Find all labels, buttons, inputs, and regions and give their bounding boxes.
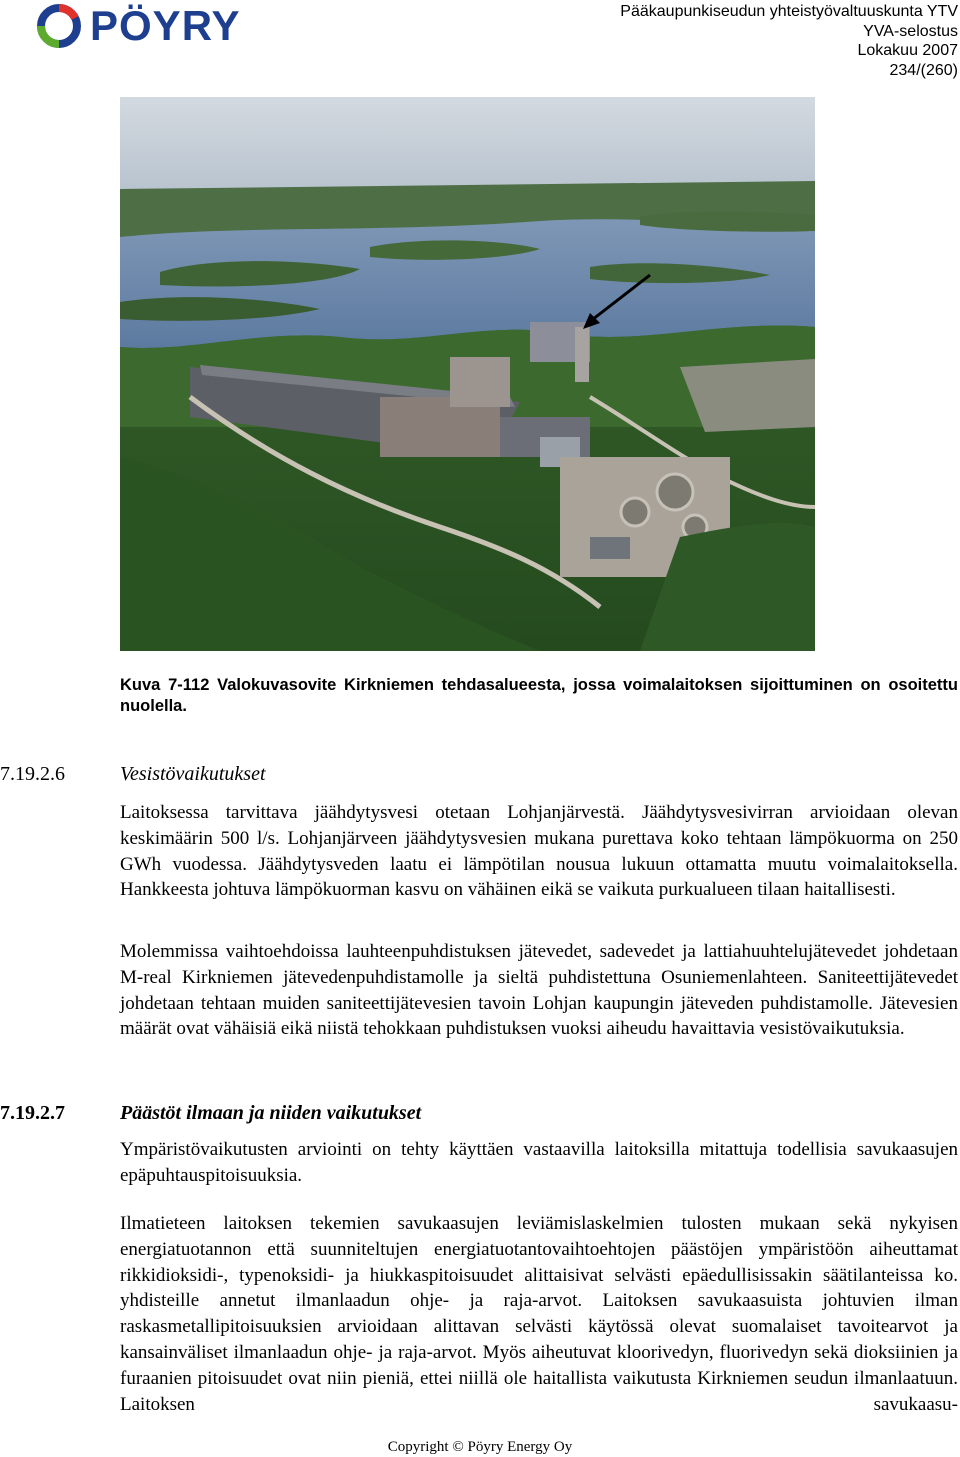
poyry-logo-icon [36,4,82,48]
section-title: Vesistövaikutukset [120,763,266,785]
header-organization: Pääkaupunkiseudun yhteistyövaltuuskunta YTV [620,3,958,20]
brand-name: PÖYRY [90,2,241,49]
body-paragraph: Molemmissa vaihtoehdoissa lauhteenpuhdistuksen jätevedet, sadevedet ja lattiahuuhtelujätevedet johdetaan M-real Kirkniemen jätevedenpuhdistamolle ja sieltä puhdistettuna Osuniemenlahteen. Saniteettijätevedet johdetaan tehtaan muiden saniteettijätevesien tavoin Lohjan kaupungin jäteveden puhdistamolle. Jätevesien määrät ovat vähäisiä eikä niistä tehokkaan puhdistuksen vuoksi aiheudu havaittavia vesistövaikutuksia. [120,941,958,1040]
body-paragraph: Ilmatieteen laitoksen tekemien savukaasujen leviämislaskelmien tulosten mukaan sekä nykyisen energiatuotannon että suunniteltujen energiatuotantovaihtoehtojen päästöjen ympäristöön aiheuttamat rikkidioksidi-, typenoksidi- ja hiukkaspitoisuudet alittaisivat selvästi epäedullisissakin säätilanteissa ko. yhdisteille annetut ilmanlaadun ohje- ja raja-arvot. Laitoksen savukaasuista johtuvien ilman raskasmetallipitoisuuksien arvioidaan alittavan selvästi käytössä olevat suomalaiset tavoitearvot ja kansainväliset ilmanlaadun ohje- ja raja-arvot. Myös aiheutuvat kloorivedyn, fluorivedyn sekä dioksiinien ja furaanien pitoisuudet ovat niin pieniä, ettei niillä ole haitallista vaikutusta Kirkniemen seudun ilmanlaatuun. Laitoksen savukaasu- [120,1213,958,1415]
body-paragraph: Laitoksessa tarvittava jäähdytysvesi otetaan Lohjanjärvestä. Jäähdytysvesivirran arvioidaan olevan keskimäärin 500 l/s. Lohjanjärveen jäähdytysvesien mukana purettava koko tehtaan lämpökuorma on 250 GWh vuodessa. Jäähdytysveden laatu ei lämpötilan nousua lukuun ottamatta muutu voimalaitoksella. Hankkeesta johtuva lämpökuorman kasvu on vähäinen eikä se vaikuta purkualueen tilaan haitallisesti. [120,802,958,901]
aerial-photo-kirkniemi-mill [120,97,815,651]
page-footer-copyright: Copyright © Pöyry Energy Oy [387,1439,573,1455]
section-number: 7.19.2.7 [0,1102,65,1124]
section-number: 7.19.2.6 [0,763,65,785]
figure-caption: Kuva 7-112 Valokuvasovite Kirkniemen tehdasalueesta, jossa voimalaitoksen sijoittuminen on osoitettu nuolella. [120,676,958,715]
header-document-type: YVA-selostus [863,22,958,40]
poyry-logo [36,4,286,48]
page-header-info [620,2,958,80]
section-title: Päästöt ilmaan ja niiden vaikutukset [120,1102,422,1124]
header-date: Lokakuu 2007 [857,42,958,59]
body-paragraph: Ympäristövaikutusten arviointi on tehty käyttäen vastaavilla laitoksilla mitattuja todellisia savukaasujen epäpuhtauspitoisuuksia. [120,1139,958,1186]
header-page-number: 234/(260) [889,61,958,79]
